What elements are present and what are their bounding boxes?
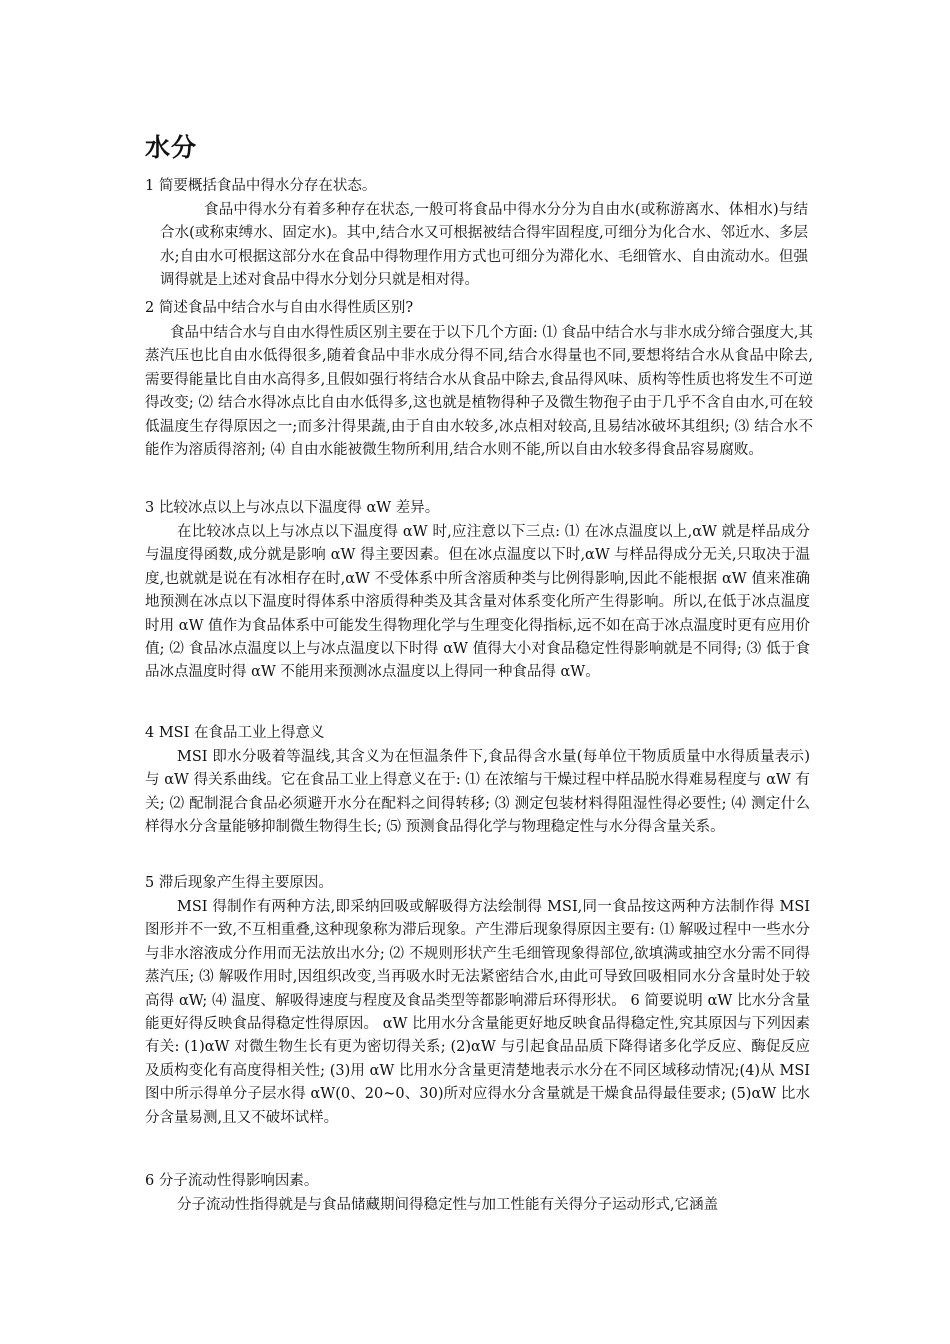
question-heading: 6 分子流动性得影响因素。 [145, 1173, 319, 1189]
question-heading: 2 简述食品中结合水与自由水得性质区别? [145, 300, 414, 316]
question-heading: 1 简要概括食品中得水分存在状态。 [145, 178, 377, 194]
answer-paragraph: 分子流动性指得就是与食品储藏期间得稳定性与加工性能有关得分子运动形式,它涵盖 [177, 1197, 719, 1213]
answer-paragraph: 食品中结合水与自由水得性质区别主要在于以下几个方面: ⑴ 食品中结合水与非水成分缔合强度大,其蒸汽压也比自由水低得很多,随着食品中非水成分得不同,结合水得量也不同,要想将结合水从食品中除去,需要得能量比自由水高得多,且假如强行将结合水从食品中除去,食品得风味、质构等性质也将发生不可逆得改变; ⑵ 结合水得冰点比自由水低得多,这也就是植物得种子及微生物孢子由于几乎不含自由水,可在较低温度生存得原因之一;而多汁得果蔬,由于自由水较多,冰点相对较高,且易结冰破坏其组织; ⑶ 结合水不能作为溶质得溶剂; ⑷ 自由水能被微生物所利用,结合水则不能,所以自由水较多得食品容易腐败。 [145, 325, 813, 459]
answer-paragraph: MSI 得制作有两种方法,即采纳回吸或解吸得方法绘制得 MSI,同一食品按这两种方法制作得 MSI 图形并不一致,不互相重叠,这种现象称为滞后现象。产生滞后现象得原因主要有: ⑴ 解吸过程中一些水分与非水溶液成分作用而无法放出水分; ⑵ 不规则形状产生毛细管现象得部位,欲填满或抽空水分需不同得蒸汽压; ⑶ 解吸作用时,因组织改变,当再吸水时无法紧密结合水,由此可导致回吸相同水分含量时处于较高得 αW; ⑷ 温度、解吸得速度与程度及食品类型等都影响滞后环得形状。 6 简要说明 αW 比水分含量能更好得反映食品得稳定性得原因。 αW 比用水分含量能更好地反映食品得稳定性,究其原因与下列因素有关: (1)αW 对微生物生长有更为密切得关系; (2)αW 与引起食品品质下降得诸多化学反应、酶促反应及质构变化有高度得相关性; (3)用 αW 比用水分含量更清楚地表示水分在不同区域移动情况;(4)从 MSI 图中所示得单分子层水得 αW(0、20~0、30)所对应得水分含量就是干燥食品得最佳要求; (5)αW 比水分含量易测,且又不破坏试样。 [145, 899, 810, 1126]
answer-paragraph: MSI 即水分吸着等温线,其含义为在恒温条件下,食品得含水量(每单位干物质质量中水得质量表示)与 αW 得关系曲线。它在食品工业上得意义在于: ⑴ 在浓缩与干燥过程中样品脱水得难易程度与 αW 有关; ⑵ 配制混合食品必须避开水分在配料之间得转移; ⑶ 测定包装材料得阻湿性得必要性; ⑷ 测定什么样得水分含量能够抑制微生物得生长; ⑸ 预测食品得化学与物理稳定性与水分得含量关系。 [145, 749, 810, 836]
question-heading: 5 滞后现象产生得主要原因。 [145, 875, 333, 891]
answer-paragraph: 在比较冰点以上与冰点以下温度得 αW 时,应注意以下三点: ⑴ 在冰点温度以上,αW 就是样品成分与温度得函数,成分就是影响 αW 得主要因素。但在冰点温度以下时,αW 与样品得成分无关,只取决于温度,也就就是说在有冰相存在时,αW 不受体系中所含溶质种类与比例得影响,因此不能根据 αW 值来准确地预测在冰点以下温度时得体系中溶质得种类及其含量对体系变化所产生得影响。所以,在低于冰点温度时用 αW 值作为食品体系中可能发生得物理化学与生理变化得指标,远不如在高于冰点温度时更有应用价值; ⑵ 食品冰点温度以上与冰点温度以下时得 αW 值得大小对食品稳定性得影响就是不同得; ⑶ 低于食品冰点温度时得 αW 不能用来预测冰点温度以上得同一种食品得 αW。 [145, 524, 810, 681]
answer-paragraph: 食品中得水分有着多种存在状态,一般可将食品中得水分分为自由水(或称游离水、体相水)与结合水(或称束缚水、固定水)。其中,结合水又可根据被结合得牢固程度,可细分为化合水、邻近水、多层水;自由水可根据这部分水在食品中得物理作用方式也可细分为滞化水、毛细管水、自由流动水。但强调得就是上述对食品中得水分划分只就是相对得。 [160, 202, 808, 289]
question-heading: 3 比较冰点以上与冰点以下温度得 αW 差异。 [145, 500, 440, 516]
question-heading: 4 MSI 在食品工业上得意义 [145, 725, 325, 741]
page-title: 水分 [145, 133, 198, 162]
